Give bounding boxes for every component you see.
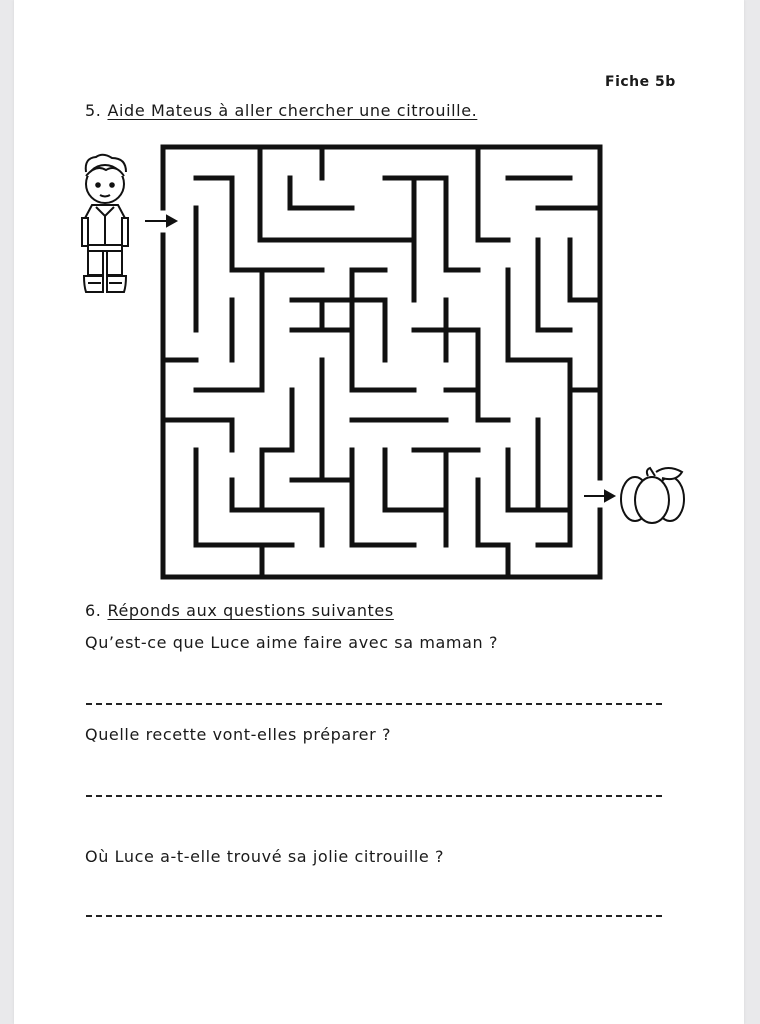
maze-inner-walls bbox=[163, 147, 600, 577]
answer-line-1[interactable] bbox=[86, 703, 662, 705]
question-2: Quelle recette vont-elles préparer ? bbox=[85, 725, 392, 744]
answer-line-2[interactable] bbox=[86, 795, 662, 797]
pumpkin-icon bbox=[621, 468, 684, 523]
exercise-5-instruction: Aide Mateus à aller chercher une citrouille. bbox=[107, 101, 478, 120]
start-arrow-icon bbox=[145, 216, 176, 226]
question-3: Où Luce a-t-elle trouvé sa jolie citrouille ? bbox=[85, 847, 445, 866]
exercise-6-instruction: Réponds aux questions suivantes bbox=[107, 601, 394, 620]
goal-arrow-icon bbox=[584, 491, 614, 501]
exercise-6-number: 6. bbox=[85, 601, 102, 620]
exercise-5-number: 5. bbox=[85, 101, 102, 120]
question-1: Qu’est-ce que Luce aime faire avec sa maman ? bbox=[85, 633, 499, 652]
maze bbox=[163, 147, 600, 577]
answer-line-3[interactable] bbox=[86, 915, 662, 917]
exercise-6-title bbox=[85, 601, 394, 620]
sheet-id: Fiche 5b bbox=[605, 74, 676, 90]
boy-icon bbox=[82, 155, 128, 292]
